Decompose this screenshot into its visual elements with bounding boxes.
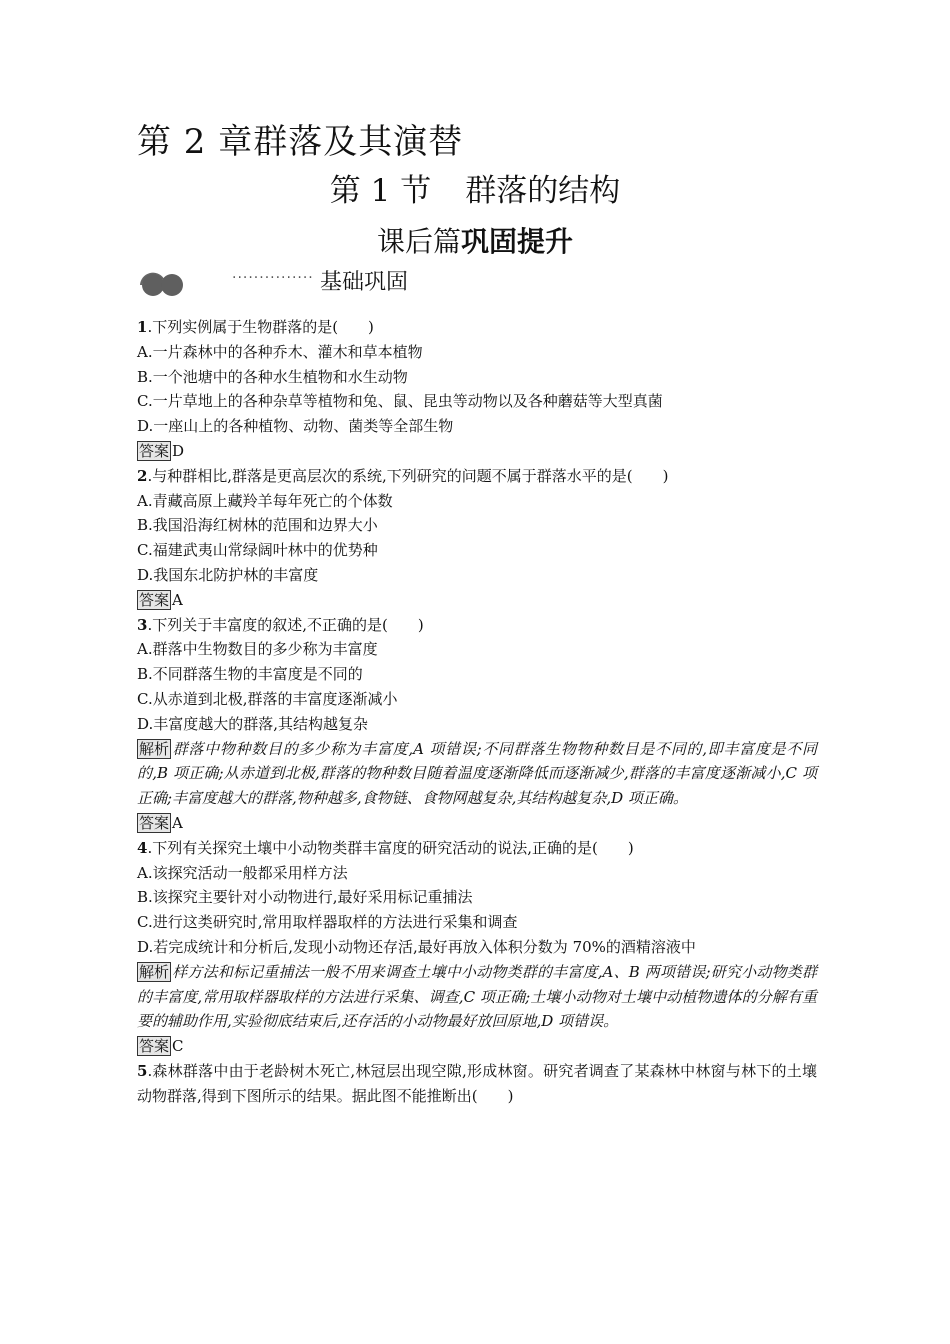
answer-value: D — [172, 441, 185, 460]
question-number: 3 — [137, 615, 148, 634]
analysis-tag: 解析 — [139, 739, 170, 758]
question-number: 5 — [137, 1061, 148, 1080]
option: D.我国东北防护林的丰富度 — [137, 565, 319, 584]
question-stem: 3.下列关于丰富度的叙述,不正确的是( ) — [137, 615, 424, 634]
sub-title-prefix: 课后篇 — [376, 225, 461, 258]
question-stem: 2.与种群相比,群落是更高层次的系统,下列研究的问题不属于群落水平的是( ) — [137, 466, 669, 485]
chapter-title: 第 2 章群落及其演替 — [137, 122, 464, 162]
question-list — [137, 315, 817, 1109]
option: C.从赤道到北极,群落的丰富度逐渐减小 — [137, 689, 398, 708]
option: A.群落中生物数目的多少称为丰富度 — [137, 640, 378, 659]
answer-tag: 答案 — [139, 813, 170, 832]
analysis-block — [137, 960, 817, 1034]
section-name: 群落的结构 — [465, 173, 621, 209]
option: B.一个池塘中的各种水生植物和水生动物 — [137, 367, 408, 386]
sub-title-emphasis: 巩固提升 — [461, 225, 574, 258]
option: B.我国沿海红树林的范围和边界大小 — [137, 516, 378, 535]
answer-line — [137, 811, 817, 836]
basics-label: 基础巩固 — [320, 270, 409, 295]
section-number: 第 1 节 — [329, 173, 432, 209]
analysis-text: 群落中物种数目的多少称为丰富度,A 项错误;不同群落生物物种数目是不同的,即丰富度是不同的,B 项正确;从赤道到北极,群落的物种数目随着温度逐渐降低而逐渐减少,群落的丰富度逐渐减小,C 项正确;丰富度越大的群落,物种越多,食物链、食物网越复杂,其结构越复杂,D 项正确。 — [137, 739, 817, 808]
answer-line — [137, 439, 817, 464]
answer-value: C — [172, 1037, 184, 1056]
answer-tag: 答案 — [139, 590, 170, 609]
dotted-leader: ··············· — [232, 270, 314, 286]
option: C.一片草地上的各种杂草等植物和兔、鼠、昆虫等动物以及各种蘑菇等大型真菌 — [137, 392, 663, 411]
double-circle-icon — [137, 268, 187, 298]
option: D.若完成统计和分析后,发现小动物还存活,最好再放入体积分数为 70%的酒精溶液中 — [137, 937, 696, 956]
question-number: 2 — [137, 466, 148, 485]
option: B.该探究主要针对小动物进行,最好采用标记重捕法 — [137, 888, 473, 907]
analysis-tag: 解析 — [139, 962, 170, 981]
sub-title — [0, 222, 950, 262]
question-stem: 5.森林群落中由于老龄树木死亡,林冠层出现空隙,形成林窗。研究者调查了某森林中林窗与林下的土壤动物群落,得到下图所示的结果。据此图不能推断出( ) — [137, 1061, 817, 1105]
answer-value: A — [172, 813, 183, 832]
answer-value: A — [172, 590, 183, 609]
option: D.丰富度越大的群落,其结构越复杂 — [137, 714, 369, 733]
answer-line — [137, 1034, 817, 1059]
analysis-text: 样方法和标记重捕法一般不用来调查土壤中小动物类群的丰富度,A、B 两项错误;研究小动物类群的丰富度,常用取样器取样的方法进行采集、调查,C 项正确;土壤小动物对土壤中动植物遗体的分解有重要的辅助作用,实验彻底结束后,还存活的小动物最好放回原地,D 项错误。 — [137, 962, 817, 1031]
question-stem: 4.下列有关探究土壤中小动物类群丰富度的研究活动的说法,正确的是( ) — [137, 838, 634, 857]
question-number: 4 — [137, 838, 148, 857]
option: B.不同群落生物的丰富度是不同的 — [137, 665, 363, 684]
answer-line — [137, 588, 817, 613]
question-stem: 1.下列实例属于生物群落的是( ) — [137, 318, 374, 336]
section-title — [0, 168, 950, 214]
answer-tag: 答案 — [139, 441, 170, 460]
option: A.该探究活动一般都采用样方法 — [137, 863, 348, 882]
analysis-block — [137, 737, 817, 811]
question-number: 1 — [137, 318, 148, 336]
option: D.一座山上的各种植物、动物、菌类等全部生物 — [137, 417, 454, 436]
option: A.青藏高原上藏羚羊每年死亡的个体数 — [137, 491, 393, 510]
basics-banner — [137, 266, 537, 302]
option: C.进行这类研究时,常用取样器取样的方法进行采集和调查 — [137, 913, 518, 932]
answer-tag: 答案 — [139, 1037, 170, 1056]
option: C.福建武夷山常绿阔叶林中的优势种 — [137, 541, 378, 560]
option: A.一片森林中的各种乔木、灌木和草本植物 — [137, 342, 423, 361]
